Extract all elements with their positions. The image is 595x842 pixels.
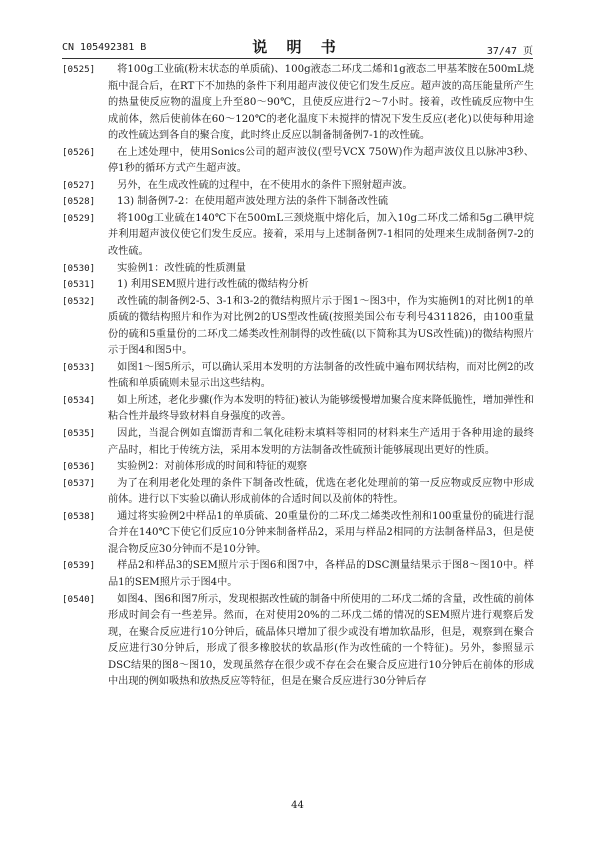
paragraph xyxy=(62,459,534,476)
paragraph-text: 为了在利用老化处理的条件下制备改性硫，优选在老化处理前的第一反应物或反应物中形成前体。进行以下实验以确认形成前体的合适时间以及前体的特性。 xyxy=(108,477,534,506)
paragraph-text: 样品2和样品3的SEM照片示于图6和图7中，各样品的DSC测量结果示于图8～图10中。样品1的SEM照片示于图4中。 xyxy=(108,560,534,588)
paragraph-text: 改性硫的制备例2-5、3-1和3-2的微结构照片示于图1～图3中，作为实施例1的对比例1的单质硫的微结构照片和作为对比例2的US型改性硫(按照美国公布专利号4311826，由100重量份的硫和5重量份的二环戊二烯类改性剂制得的改性硫(以下简称其为US改性硫))的微结构照片示于图4和图5中。 xyxy=(108,295,534,357)
paragraph xyxy=(62,294,534,360)
paragraph-number: [0525] xyxy=(62,64,96,75)
section-heading: 实验例1：改性硫的性质测量 xyxy=(117,262,246,274)
paragraph xyxy=(62,426,534,459)
paragraph xyxy=(62,194,534,211)
paragraph-number: [0526] xyxy=(62,146,96,158)
paragraph-number: [0527] xyxy=(62,179,96,191)
paragraph-text: 如图4、图6和图7所示，发现根据改性硫的制备中所使用的二环戊二烯的含量，改性硫的前体形成时间会有一些差异。然而，在对使用20%的二环戊二烯的情况的SEM照片进行观察后发现，在聚合反应进行10分钟后，硫晶体只增加了很少或没有增加软晶形，但是，观察到在聚合反应进行30分钟后，形成了很多橡胶状的软晶形(作为改性硫的一个特征)。另外，参照显示DSC结果的图8～图10，发现虽然存在很少或不存在会在聚合反应进行10分钟后在前体的形成中出现的例如吸热和放热反应等特征，但是在聚合反应进行30分钟后存 xyxy=(108,593,534,688)
paragraph xyxy=(62,558,534,591)
paragraph-text: 如图1～图5所示，可以确认采用本发明的方法制备的改性硫中遍布网状结构，而对比例2的改性硫和单质硫则未显示出这些结构。 xyxy=(108,361,534,390)
paragraph xyxy=(62,62,534,145)
section-heading: 1) 利用SEM照片进行改性硫的微结构分析 xyxy=(117,279,309,291)
paragraph-number: [0528] xyxy=(62,196,96,208)
paragraph-number: [0530] xyxy=(62,262,96,274)
paragraph-text: 因此，当混合例如直馏沥青和二氧化硅粉末填料等相同的材料来生产适用于各种用途的最终产品时，相比于传统方法，采用本发明的方法制备改性硫预计能够展现出更好的性质。 xyxy=(108,428,534,456)
paragraph-number: [0537] xyxy=(62,477,96,489)
paragraph-number: [0540] xyxy=(62,593,96,605)
paragraph-number: [0539] xyxy=(62,560,96,572)
paragraph xyxy=(62,393,534,426)
paragraph-text: 通过将实验例2中样品1的单质硫、20重量份的二环戊二烯类改性剂和100重量份的硫进行混合并在140℃下使它们反应10分钟来制备样品2，采用与样品2相同的方法制备样品3，但是使混合物反应30分钟而不是10分钟。 xyxy=(108,510,534,555)
paragraph xyxy=(62,360,534,393)
paragraph-text: 将100g工业硫(粉末状态的单质硫)、100g液态二环戊二烯和1g液态二甲基苯胺在500mL烧瓶中混合后，在RT下不加热的条件下利用超声波仪使它们发生反应。超声波的高压能量所产生的热量使反应物的温度上升至80～90℃，且使反应进行2～7小时。接着，改性硫反应物中生成前体，然后使前体在60～120℃的老化温度下未搅拌的情况下发生反应(老化)以使每种用途的改性硫达到各自的聚合度，此时终止反应以制备制备例7-1的改性硫。 xyxy=(108,64,534,142)
paragraph xyxy=(62,261,534,278)
paragraph-number: [0533] xyxy=(62,361,96,373)
paragraph-text: 如上所述，老化步骤(作为本发明的特征)被认为能够缓慢增加聚合度来降低脆性，增加弹性和粘合性并最终导致材料自身强度的改善。 xyxy=(108,394,534,423)
paragraph xyxy=(62,145,534,178)
paragraph xyxy=(62,476,534,509)
page-number: 44 xyxy=(291,800,304,811)
paragraph-number: [0534] xyxy=(62,394,96,406)
paragraph xyxy=(62,178,534,195)
header-rule xyxy=(62,58,533,59)
paragraph-number: [0531] xyxy=(62,279,96,291)
paragraph-text: 另外，在生成改性硫的过程中，在不使用水的条件下照射超声波。 xyxy=(117,179,413,191)
section-heading: 13) 制备例7-2：在使用超声波处理方法的条件下制备改性硫 xyxy=(117,196,389,208)
paragraph xyxy=(62,509,534,559)
paragraph xyxy=(62,592,534,691)
section-heading: 实验例2：对前体形成的时间和特征的观察 xyxy=(117,461,308,473)
paragraph-number: [0529] xyxy=(62,212,96,224)
page-header xyxy=(62,36,533,56)
paragraph-number: [0532] xyxy=(62,295,96,307)
paragraph-text: 将100g工业硫在140℃下在500mL三颈烧瓶中熔化后，加入10g二环戊二烯和5g二碘甲烷并利用超声波仪使它们发生反应。接着，采用与上述制备例7-1相同的处理来生成制备例7-2的改性硫。 xyxy=(108,212,534,258)
paragraph-number: [0536] xyxy=(62,461,96,473)
paragraph xyxy=(62,277,534,294)
paragraph xyxy=(62,211,534,261)
page-title: 说 明 书 xyxy=(252,38,343,56)
paragraph-text: 在上述处理中，使用Sonics公司的超声波仪(型号VCX 750W)作为超声波仪且以脉冲3秒、停1秒的循环方式产生超声波。 xyxy=(108,146,534,175)
paragraph-number: [0538] xyxy=(62,510,96,522)
paragraph-number: [0535] xyxy=(62,428,96,440)
page-info: 37/47 页 xyxy=(486,46,533,57)
document-body xyxy=(62,62,534,691)
doc-number: CN 105492381 B xyxy=(62,42,147,53)
